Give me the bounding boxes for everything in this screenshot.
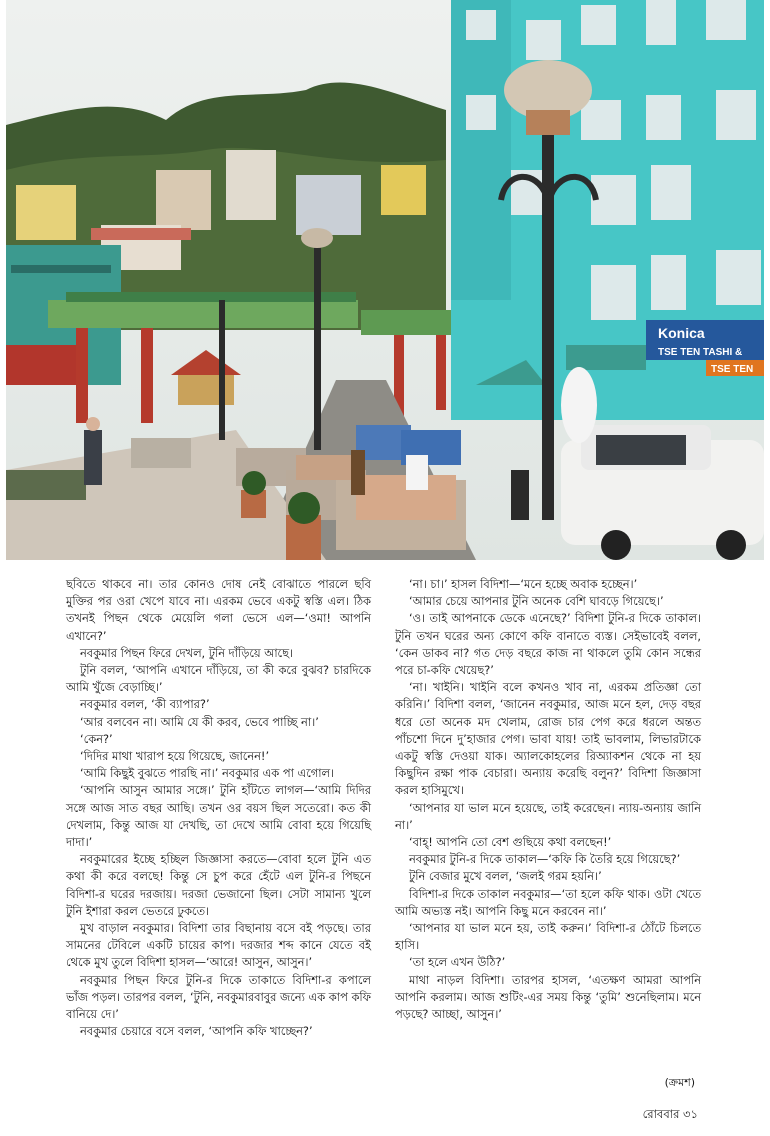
to-be-continued: (ক্রমশ) [664, 1076, 695, 1089]
paragraph: নবকুমার চেয়ারে বসে বলল, ‘আপনি কফি খাচ্ছেন?’ [80, 1024, 313, 1039]
paragraph: নবকুমার পিছন ফিরে টুনি-র দিকে তাকাতে বিদিশা-র কপালে ভাঁজ পড়ল। তারপর বলল, ‘টুনি, নবকুমারবাবুর জন্যে এক কাপ কফি বানিয়ে দে।’ [66, 972, 371, 1022]
paragraph: ‘কেন?’ [80, 731, 113, 746]
konica-sign: Konica [658, 325, 705, 341]
paragraph: ‘দিদির মাথা খারাপ হয়ে গিয়েছে, জানেন!’ [80, 749, 270, 764]
paragraph: মাথা নাড়ল বিদিশা। তারপর হাসল, ‘এতক্ষণ আমরা আপনি আপনি করলাম। আজ শুটিং-এর সময় কিন্তু ‘তুমি’ শুনেছিলাম। মনে পড়ছে? আচ্ছা, আসুন।’ [395, 972, 701, 1022]
paragraph: ‘আমি কিছুই বুঝতে পারছি না।’ নবকুমার এক পা এগোল। [80, 766, 335, 781]
paragraph: ‘আপনি আসুন আমার সঙ্গে।’ টুনি হাঁটতে লাগল—‘আমি দিদির সঙ্গে আজ সাত বছর আছি। তখন ওর বয়স ছিল সতেরো। কত কী দেখলাম, কিন্তু আজ যা দেখছি, তা দেখে আমি বোবা হয়ে গিয়েছি দাদা।’ [66, 783, 371, 850]
paragraph: বিদিশা-র দিকে তাকাল নবকুমার—‘তা হলে কফি থাক। ওটা খেতে আমি অভ্যস্ত নই। আপনি কিছু মনে করবেন না।’ [395, 886, 701, 918]
paragraph: ‘আপনার যা ভাল মনে হয়েছে, তাই করেছেন। ন্যায়-অন্যায় জানি না।’ [395, 800, 701, 832]
paragraph: ‘ও। তাই আপনাকে ডেকে এনেছে?’ বিদিশা টুনি-র দিকে তাকাল। টুনি তখন ঘরের অন্য কোণে কফি বানাতে ব্যস্ত। সেইভাবেই বলল, ‘কেন ডাকব না? গত দেড় বছরে কাজ না থাকলে তুমি কোন সন্ধের পরে চা-কফি খেয়েছ?’ [395, 611, 701, 678]
tashi-sign: TSE TEN TASHI & [658, 347, 743, 358]
paragraph: ‘বাহ্‌! আপনি তো বেশ গুছিয়ে কথা বলছেন!’ [409, 835, 612, 850]
paragraph: টুনি বলল, ‘আপনি এখানে দাঁড়িয়ে, তা কী করে বুঝব? চারদিকে আমি খুঁজে বেড়াচ্ছি।’ [66, 663, 371, 695]
paragraph: টুনি বেজার মুখে বলল, ‘জলই গরম হয়নি।’ [409, 869, 602, 884]
article-column-left [66, 576, 371, 1040]
paragraph: ‘আর বলবেন না। আমি যে কী করব, ভেবে পাচ্ছি না।’ [80, 714, 319, 729]
paragraph: ‘আমার চেয়ে আপনার টুনি অনেক বেশি ঘাবড়ে গিয়েছে।’ [409, 594, 664, 609]
paragraph: মুখ বাড়াল নবকুমার। বিদিশা তার বিছানায় বসে বই পড়ছে। তার সামনের টেবিলে একটি চায়ের কাপ। দরজার শব্দ কানে যেতে বই থেকে মুখ তুলে বিদিশা হাসল—‘আরে! আসুন, আসুন।’ [66, 921, 371, 970]
paragraph: নবকুমার পিছন ফিরে দেখল, টুনি দাঁড়িয়ে আছে। [80, 645, 294, 660]
paragraph: নবকুমারের ইচ্ছে হচ্ছিল জিজ্ঞাসা করতে—বোবা হলে টুনি এত কথা কী করে বলছে! কিন্তু সে চুপ করে হেঁটে এল টুনি-র পিছনে বিদিশা-র ঘরের দরজায়। দরজা ভেজানো ছিল। সেটা সামান্য খুলে টুনি ইশারা করল ভেতরে ঢুকতে। [66, 852, 371, 918]
street-photo-icon [6, 0, 764, 560]
page-folio: রোববার ৩১ [642, 1107, 698, 1121]
tse-ten-sign: TSE TEN [711, 364, 754, 375]
paragraph: ‘না। চা।’ হাসল বিদিশা—‘মনে হচ্ছে অবাক হচ্ছেন।’ [409, 577, 638, 591]
paragraph: নবকুমার বলল, ‘কী ব্যাপার?’ [80, 697, 210, 712]
paragraph: ‘না। খাইনি। খাইনি বলে কখনও খাব না, এরকম প্রতিজ্ঞা তো করিনি।’ বিদিশা বলল, ‘জানেন নবকুমার, আজ মনে হল, দেড় বছর ধরে তো অনেক মদ খেলাম, রোজ চার পেগ করে ধরলে অন্তত পাঁচশো দিনে দু’হাজার পেগ। ভাবা যায়! তাই ভাবলাম, লিভারটাকে একটু স্বস্তি দেওয়া যাক। অ্যালকোহলের রিঅ্যাকশন থেকে না হয় কিছুদিন রক্ষা পাক বেচারা। অন্যায় করেছি বলুন?’ বিদিশা জিজ্ঞাসা করল হাসিমুখে। [395, 680, 701, 798]
street-photo [6, 0, 764, 560]
paragraph: ‘তা হলে এখন উঠি?’ [409, 955, 506, 970]
paragraph: ‘আপনার যা ভাল মনে হয়, তাই করুন।’ বিদিশা-র ঠোঁটে চিলতে হাসি। [395, 921, 701, 953]
article-column-right [395, 576, 701, 1023]
paragraph: ছবিতে থাকবে না। তার কোনও দোষ নেই বোঝাতে পারলে ছবি মুক্তির পর ওরা খেপে যাবে না। এরকম ভেবে একটু স্বস্তি এল। ঠিক তখনই পিছন থেকে মেয়েলি গলা ভেসে এল—‘ওমা! আপনি এখানে?’ [66, 577, 371, 643]
paragraph: নবকুমার টুনি-র দিকে তাকাল—‘কফি কি তৈরি হয়ে গিয়েছে?’ [409, 852, 681, 867]
